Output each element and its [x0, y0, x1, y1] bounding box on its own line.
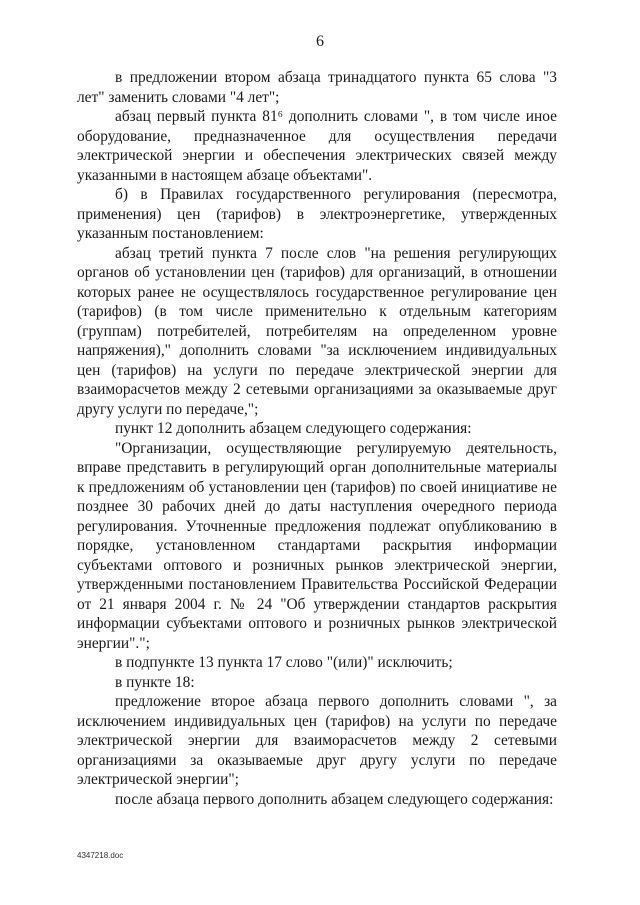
- page-number: 6: [316, 33, 324, 50]
- paragraph: после абзаца первого дополнить абзацем следующего содержания:: [115, 790, 554, 808]
- paragraph: пункт 12 дополнить абзацем следующего содержания:: [115, 420, 472, 437]
- paragraph: в предложении втором абзаца тринадцатого пункта 65 слова "3 лет" заменить словами "4 лет";: [77, 69, 557, 106]
- paragraph: абзац первый пункта 81⁶ дополнить словами ", в том числе иное оборудование, предназначенное для осуществления передачи электрической энергии и обеспечения электрических связей между указанными в настоящем абзаце объектами".: [77, 108, 557, 184]
- paragraph: в пункте 18:: [115, 673, 195, 691]
- paragraph: б) в Правилах государственного регулирования (пересмотра, применения) цен (тарифов) в электроэнергетике, утвержденных указанным постановлением:: [77, 186, 557, 242]
- paragraph: абзац третий пункта 7 после слов "на решения регулирующих органов об установлении цен (тарифов) для организаций, в отношении которых ранее не осуществлялось государственное регулирование цен (тарифов) (в том числе применительно к отдельным категориям (группам) потребителей, потребителям на определенном уровне напряжения)," дополнить словами "за исключением индивидуальных цен (тарифов) на услуги по передаче электрической энергии для взаиморасчетов между 2 сетевыми организациями за оказываемые друг другу услуги по передаче,";: [77, 244, 557, 418]
- paragraph: предложение второе абзаца первого дополнить словами ", за исключением индивидуальных цен (тарифов) на услуги по передаче электрической энергии для взаиморасчетов между 2 сетевыми организациями за оказываемые друг другу услуги по передаче электрической энергии";: [77, 693, 557, 788]
- file-footer: 4347218.doc: [77, 851, 124, 860]
- document-body: [77, 68, 557, 809]
- paragraph: в подпункте 13 пункта 17 слово "(или)" исключить;: [115, 654, 453, 671]
- paragraph: "Организации, осуществляющие регулируемую деятельность, вправе представить в регулирующий орган дополнительные материалы к предложениям об установлении цен (тарифов) по своей инициативе не позднее 30 рабочих дней до даты наступления очередного периода регулирования. Уточненные предложения подлежат опубликованию в порядке, установленном стандартами раскрытия информации субъектами оптового и розничных рынков электрической энергии, утвержденными постановлением Правительства Российской Федерации от 21 января 2004 г. № 24 "Об утверждении стандартов раскрытия информации субъектами оптового и розничных рынков электрической энергии".";: [77, 439, 557, 652]
